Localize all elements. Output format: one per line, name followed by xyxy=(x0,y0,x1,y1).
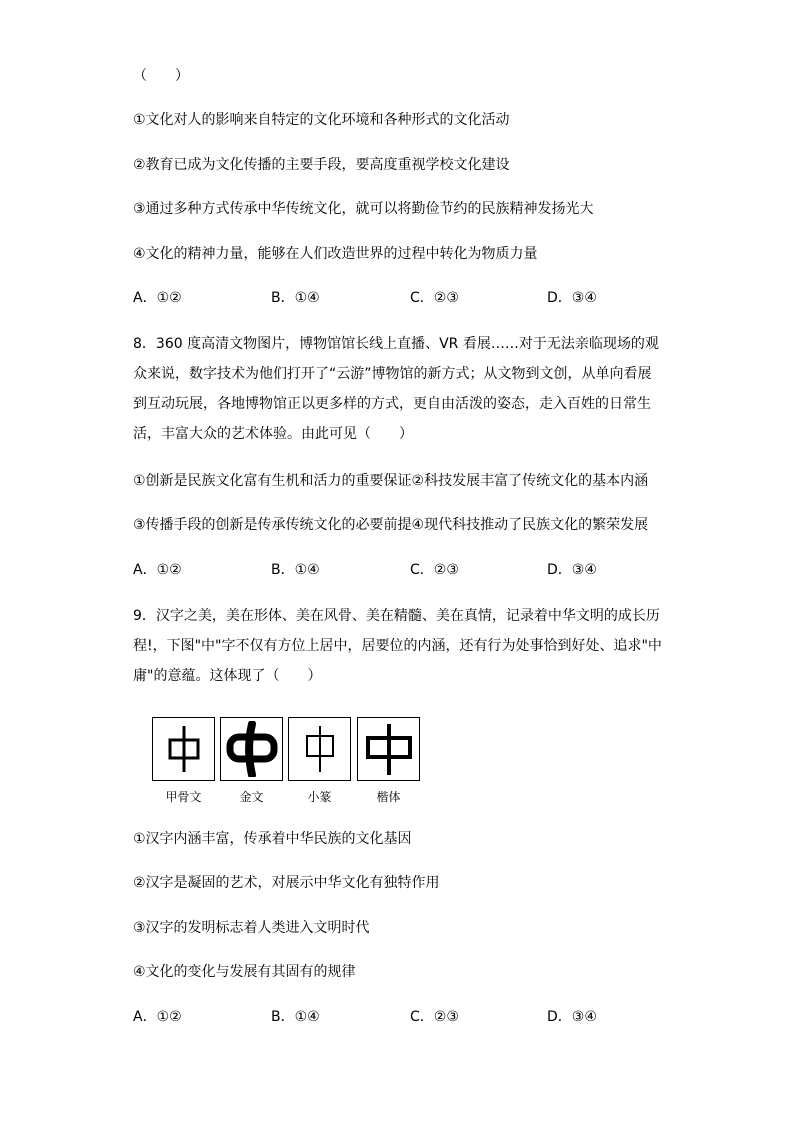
oracle-bone-glyph xyxy=(152,717,215,781)
q8-statement-1: ①创新是民族文化富有生机和活力的重要保证②科技发展丰富了传统文化的基本内涵 xyxy=(133,473,649,489)
bronze-zhong-icon xyxy=(224,721,280,777)
q9-statement-4: ④文化的变化与发展有其固有的规律 xyxy=(133,964,356,980)
q9-statement-3: ③汉字的发明标志着人类进入文明时代 xyxy=(133,920,370,936)
small-seal-glyph xyxy=(288,717,351,781)
glyph-label-bronze: 金文 xyxy=(239,790,264,804)
q7-option-c[interactable]: C．②③ xyxy=(410,290,459,306)
q9-option-c[interactable]: C．②③ xyxy=(410,1009,459,1025)
q7-option-d[interactable]: D．③④ xyxy=(547,290,597,306)
regular-script-glyph xyxy=(357,717,420,781)
oracle-bone-zhong-icon xyxy=(159,722,209,776)
glyph-label-small-seal: 小篆 xyxy=(307,790,332,804)
bronze-script-glyph xyxy=(220,717,283,781)
zhong-glyph-figure xyxy=(152,717,424,785)
q7-option-a[interactable]: A．①② xyxy=(133,290,182,306)
q7-statement-2: ②教育已成为文化传播的主要手段，要高度重视学校文化建设 xyxy=(133,157,510,173)
q8-option-b[interactable]: B．①④ xyxy=(271,562,320,578)
q8-stem-line-1: 8．360 度高清文物图片，博物馆馆长线上直播、VR 看展……对于无法亲临现场的观 xyxy=(133,336,659,352)
q9-option-b[interactable]: B．①④ xyxy=(271,1009,320,1025)
q9-option-a[interactable]: A．①② xyxy=(133,1009,182,1025)
q8-stem-line-3: 到互动玩展，各地博物馆正以更多样的方式，更自由活泼的姿态，走入百姓的日常生 xyxy=(133,396,651,412)
q9-option-d[interactable]: D．③④ xyxy=(547,1009,597,1025)
q8-option-c[interactable]: C．②③ xyxy=(410,562,459,578)
q8-option-a[interactable]: A．①② xyxy=(133,562,182,578)
glyph-label-oracle-bone: 甲骨文 xyxy=(165,790,202,804)
q9-statement-1: ①汉字内涵丰富，传承着中华民族的文化基因 xyxy=(133,831,412,847)
q8-statement-2: ③传播手段的创新是传承传统文化的必要前提④现代科技推动了民族文化的繁荣发展 xyxy=(133,517,649,533)
regular-script-zhong-icon xyxy=(362,721,416,777)
q7-statement-4: ④文化的精神力量，能够在人们改造世界的过程中转化为物质力量 xyxy=(133,246,538,262)
q7-statement-1: ①文化对人的影响来自特定的文化环境和各种形式的文化活动 xyxy=(133,112,510,128)
q9-statement-2: ②汉字是凝固的艺术，对展示中华文化有独特作用 xyxy=(133,875,440,891)
q7-option-b[interactable]: B．①④ xyxy=(271,290,320,306)
q9-stem-line-3: 庸"的意蕴。这体现了（ ） xyxy=(133,668,322,684)
q9-stem-line-1: 9．汉字之美，美在形体、美在风骨、美在精髓、美在真情，记录着中华文明的成长历 xyxy=(133,608,660,624)
q8-option-d[interactable]: D．③④ xyxy=(547,562,597,578)
small-seal-zhong-icon xyxy=(295,722,345,776)
q7-stem-tail: （ ） xyxy=(133,68,189,84)
q9-stem-line-2: 程!，下图"中"字不仅有方位上居中，居要位的内涵，还有行为处事恰到好处、追求"中 xyxy=(133,638,662,654)
q8-stem-line-2: 众来说，数字技术为他们打开了“云游”博物馆的新方式；从文物到文创，从单向看展 xyxy=(133,366,652,382)
q8-stem-line-4: 活，丰富大众的艺术体验。由此可见（ ） xyxy=(133,426,413,442)
glyph-label-regular-script: 楷体 xyxy=(376,790,401,804)
q7-statement-3: ③通过多种方式传承中华传统文化，就可以将勤俭节约的民族精神发扬光大 xyxy=(133,201,594,217)
